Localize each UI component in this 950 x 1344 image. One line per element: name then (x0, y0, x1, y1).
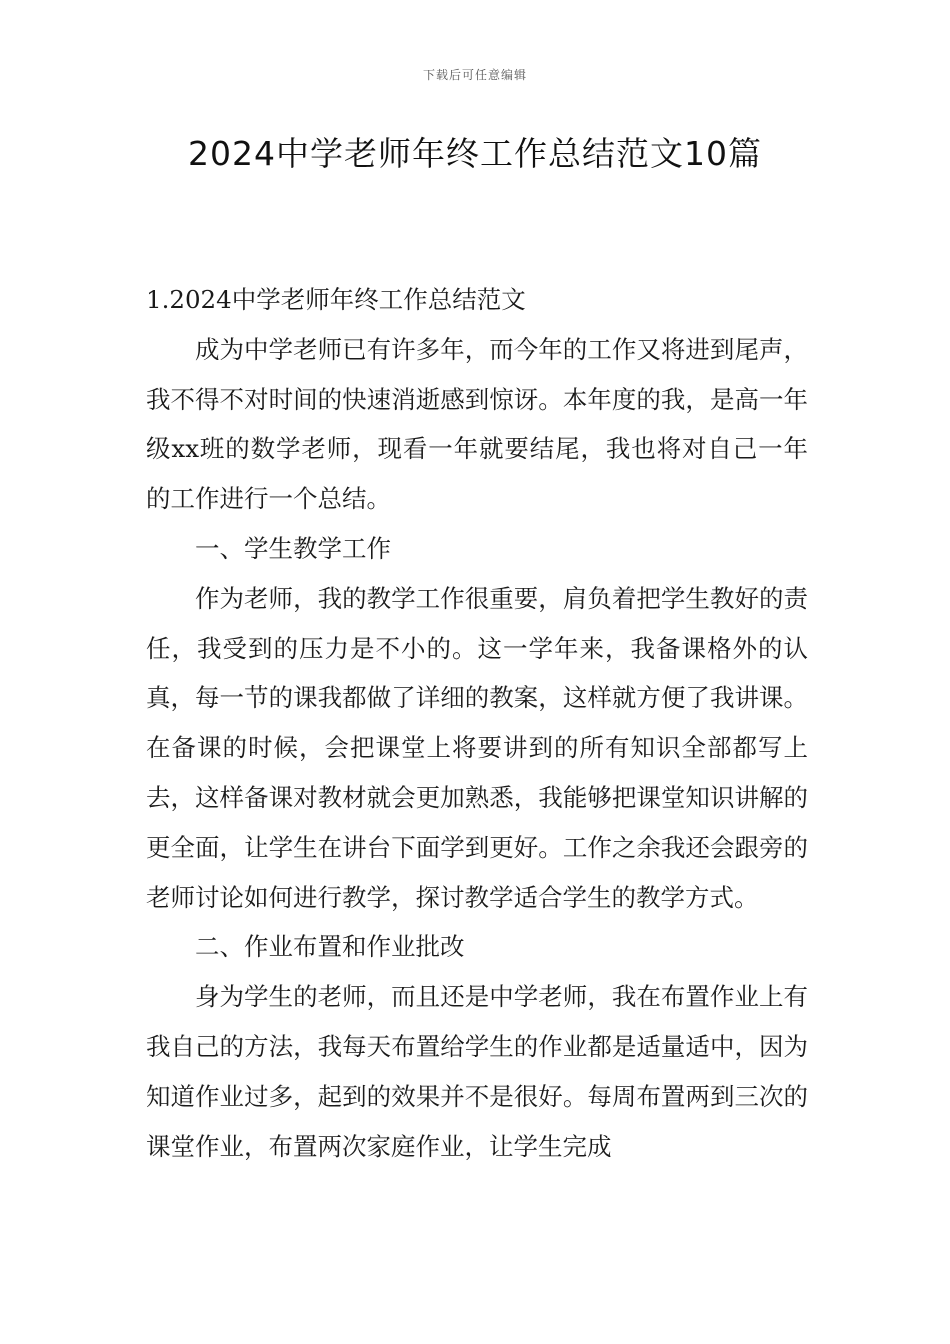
paragraph-intro: 成为中学老师已有许多年，而今年的工作又将进到尾声，我不得不对时间的快速消逝感到惊讶。本年度的我，是高一年级xx班的数学老师，现看一年就要结尾，我也将对自己一年的工作进行一个总结。 (146, 334, 808, 514)
heading-teaching-work: 一、学生教学工作 (195, 533, 391, 563)
section-title: 1.2024中学老师年终工作总结范文 (146, 285, 526, 314)
page-header-note: 下载后可任意编辑 (422, 68, 527, 82)
document-title: 2024中学老师年终工作总结范文10篇 (188, 134, 762, 173)
heading-homework: 二、作业布置和作业批改 (195, 932, 465, 962)
paragraph-teaching-work: 作为老师，我的教学工作很重要，肩负着把学生教好的责任，我受到的压力是不小的。这一学年来，我备课格外的认真，每一节的课我都做了详细的教案，这样就方便了我讲课。在备课的时候，会把课堂上将要讲到的所有知识全部都写上去，这样备课对教材就会更加熟悉，我能够把课堂知识讲解的更全面，让学生在讲台下面学到更好。工作之余我还会跟旁的老师讨论如何进行教学，探讨教学适合学生的教学方式。 (146, 583, 808, 912)
document-body (146, 275, 808, 1171)
paragraph-homework: 身为学生的老师，而且还是中学老师，我在布置作业上有我自己的方法，我每天布置给学生的作业都是适量适中，因为知道作业过多，起到的效果并不是很好。每周布置两到三次的课堂作业，布置两次家庭作业，让学生完成 (146, 982, 808, 1161)
